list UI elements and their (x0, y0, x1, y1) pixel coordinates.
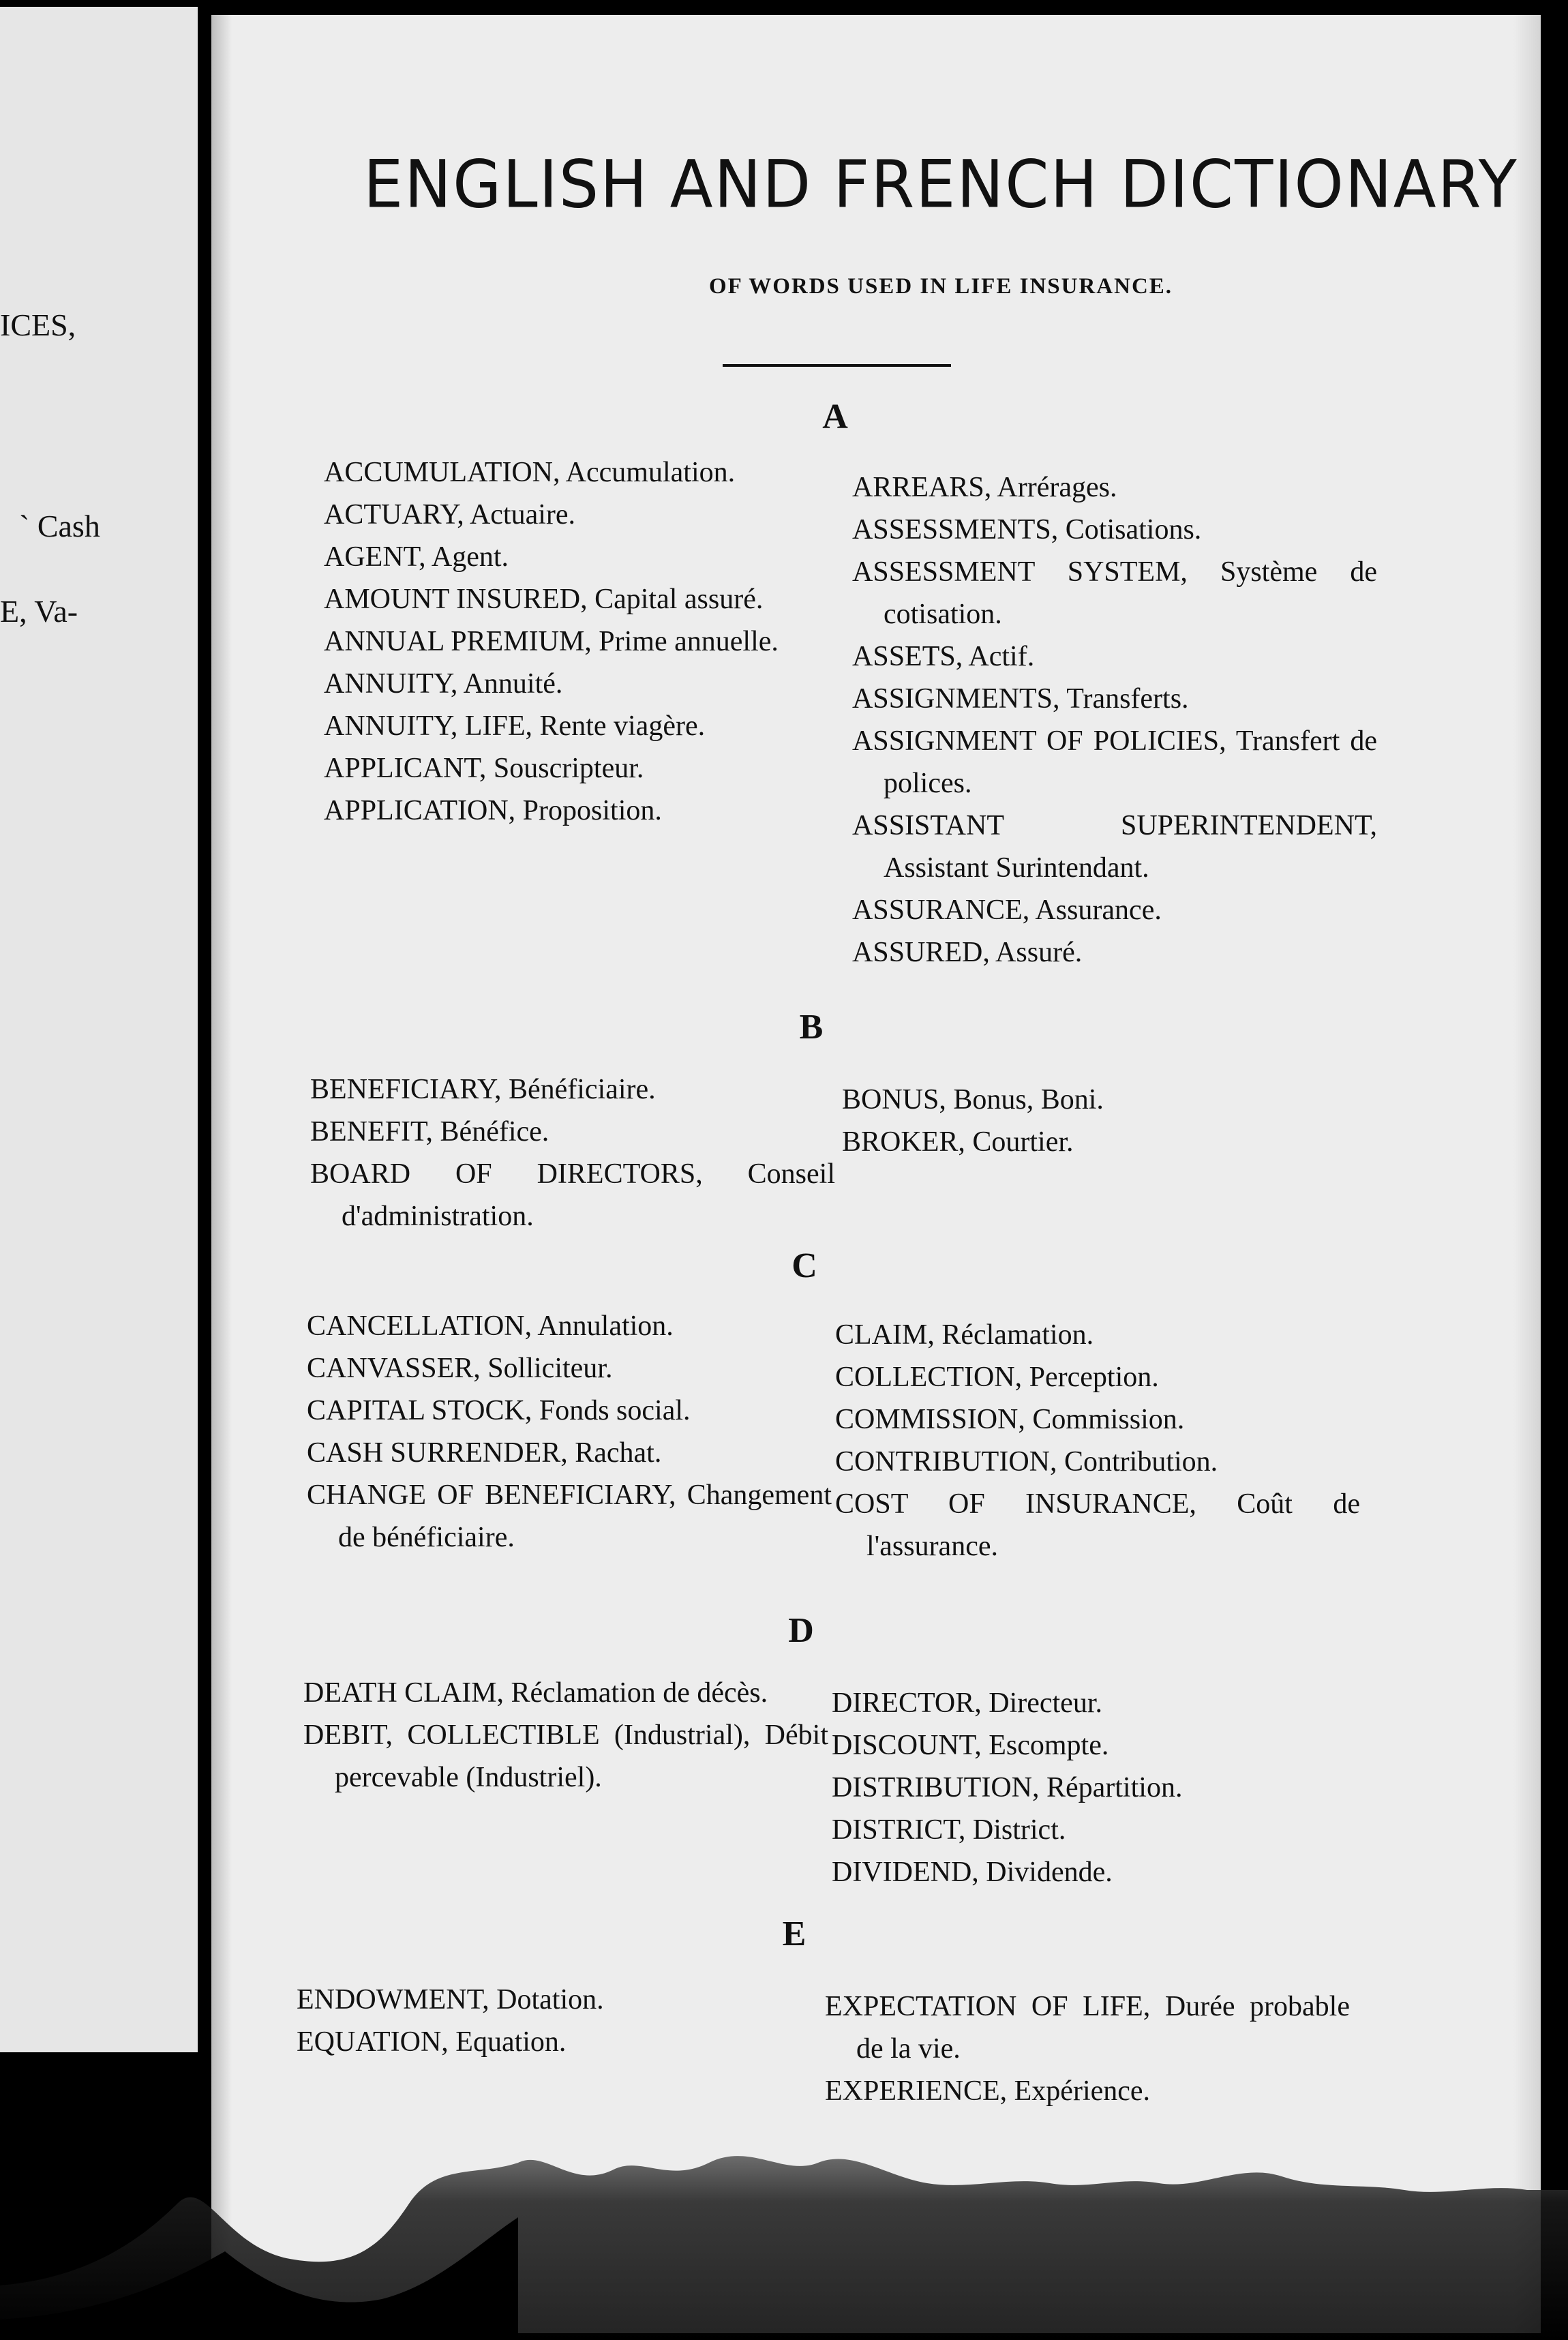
entry: ASSURED, Assuré. (852, 937, 1083, 968)
section-b-right-column (842, 1079, 1367, 1163)
entry: DEATH CLAIM, Réclamation de décès. (303, 1677, 768, 1709)
entry: ANNUITY, Annuité. (324, 668, 563, 700)
entry: ASSETS, Actif. (852, 641, 1035, 672)
entry: CLAIM, Réclamation. (835, 1319, 1094, 1351)
entry: APPLICANT, Souscripteur. (324, 753, 644, 784)
section-c-right-column (835, 1314, 1360, 1567)
entry: COST OF INSURANCE, Coût de l'assurance. (835, 1488, 1360, 1562)
section-letter-b: B (799, 1008, 824, 1047)
adjacent-page-fragment: ICES, (0, 308, 76, 342)
entry: AGENT, Agent. (324, 541, 509, 573)
entry: ACCUMULATION, Accumulation. (324, 457, 736, 488)
page-title: ENGLISH AND FRENCH DICTIONARY (363, 146, 1518, 223)
entry: ANNUITY, LIFE, Rente viagère. (324, 710, 706, 742)
section-b-left-column (310, 1068, 835, 1238)
section-d-right-column (832, 1682, 1357, 1893)
entry: BENEFICIARY, Bénéficiaire. (310, 1074, 656, 1105)
entry: BENEFIT, Bénéfice. (310, 1116, 549, 1148)
section-letter-e: E (782, 1915, 806, 1953)
entry: BROKER, Courtier. (842, 1126, 1074, 1158)
entry: ASSESSMENT SYSTEM, Système de cotisation. (852, 556, 1377, 630)
entry: EXPERIENCE, Expérience. (825, 2075, 1151, 2107)
entry: CAPITAL STOCK, Fonds social. (307, 1395, 691, 1426)
entry: EQUATION, Equation. (297, 2026, 567, 2058)
adjacent-page-strip (0, 7, 198, 2052)
entry: DEBIT, COLLECTIBLE (Industrial), Débit percevable (Industriel). (303, 1720, 828, 1793)
entry: CASH SURRENDER, Rachat. (307, 1437, 662, 1469)
entry: BOARD OF DIRECTORS, Conseil d'administration. (310, 1158, 835, 1232)
section-a-right-column (852, 466, 1377, 974)
section-c-left-column (307, 1305, 832, 1559)
entry: ANNUAL PREMIUM, Prime annuelle. (324, 626, 779, 657)
entry: ASSESSMENTS, Cotisations. (852, 514, 1202, 545)
page-subtitle: OF WORDS USED IN LIFE INSURANCE. (708, 274, 1173, 299)
section-d-left-column (303, 1672, 828, 1799)
entry: CANCELLATION, Annulation. (307, 1310, 674, 1342)
adjacent-page-fragment: E, Va- (0, 594, 78, 629)
entry: ASSISTANT SUPERINTENDENT, Assistant Surintendant. (852, 810, 1377, 884)
section-letter-d: D (788, 1611, 814, 1650)
entry: APPLICATION, Proposition. (324, 795, 662, 826)
entry: ARREARS, Arrérages. (852, 472, 1117, 503)
entry: CANVASSER, Solliciteur. (307, 1353, 613, 1384)
section-letter-a: A (822, 397, 848, 436)
entry: ASSIGNMENTS, Transferts. (852, 683, 1189, 715)
adjacent-page-fragment: ` Cash (19, 509, 100, 543)
entry: COLLECTION, Perception. (835, 1362, 1159, 1393)
entry: ACTUARY, Actuaire. (324, 499, 576, 530)
entry: ENDOWMENT, Dotation. (297, 1984, 604, 2015)
section-letter-c: C (791, 1246, 817, 1285)
entry: AMOUNT INSURED, Capital assuré. (324, 584, 764, 615)
entry: DISTRIBUTION, Répartition. (832, 1772, 1183, 1803)
section-a-left-column (324, 451, 849, 832)
entry: DISTRICT, District. (832, 1814, 1066, 1846)
title-divider (723, 364, 951, 367)
entry: EXPECTATION OF LIFE, Durée probable de la vie. (825, 1991, 1350, 2065)
entry: ASSIGNMENT OF POLICIES, Transfert de polices. (852, 725, 1377, 799)
burned-page-edge (0, 1958, 1568, 2340)
entry: CONTRIBUTION, Contribution. (835, 1446, 1218, 1478)
entry: DIRECTOR, Directeur. (832, 1687, 1102, 1719)
entry: BONUS, Bonus, Boni. (842, 1084, 1104, 1115)
entry: DISCOUNT, Escompte. (832, 1730, 1109, 1761)
entry: COMMISSION, Commission. (835, 1404, 1185, 1435)
entry: ASSURANCE, Assurance. (852, 895, 1162, 926)
entry: CHANGE OF BENEFICIARY, Changement de bénéficiaire. (307, 1480, 832, 1553)
entry: DIVIDEND, Dividende. (832, 1857, 1113, 1888)
